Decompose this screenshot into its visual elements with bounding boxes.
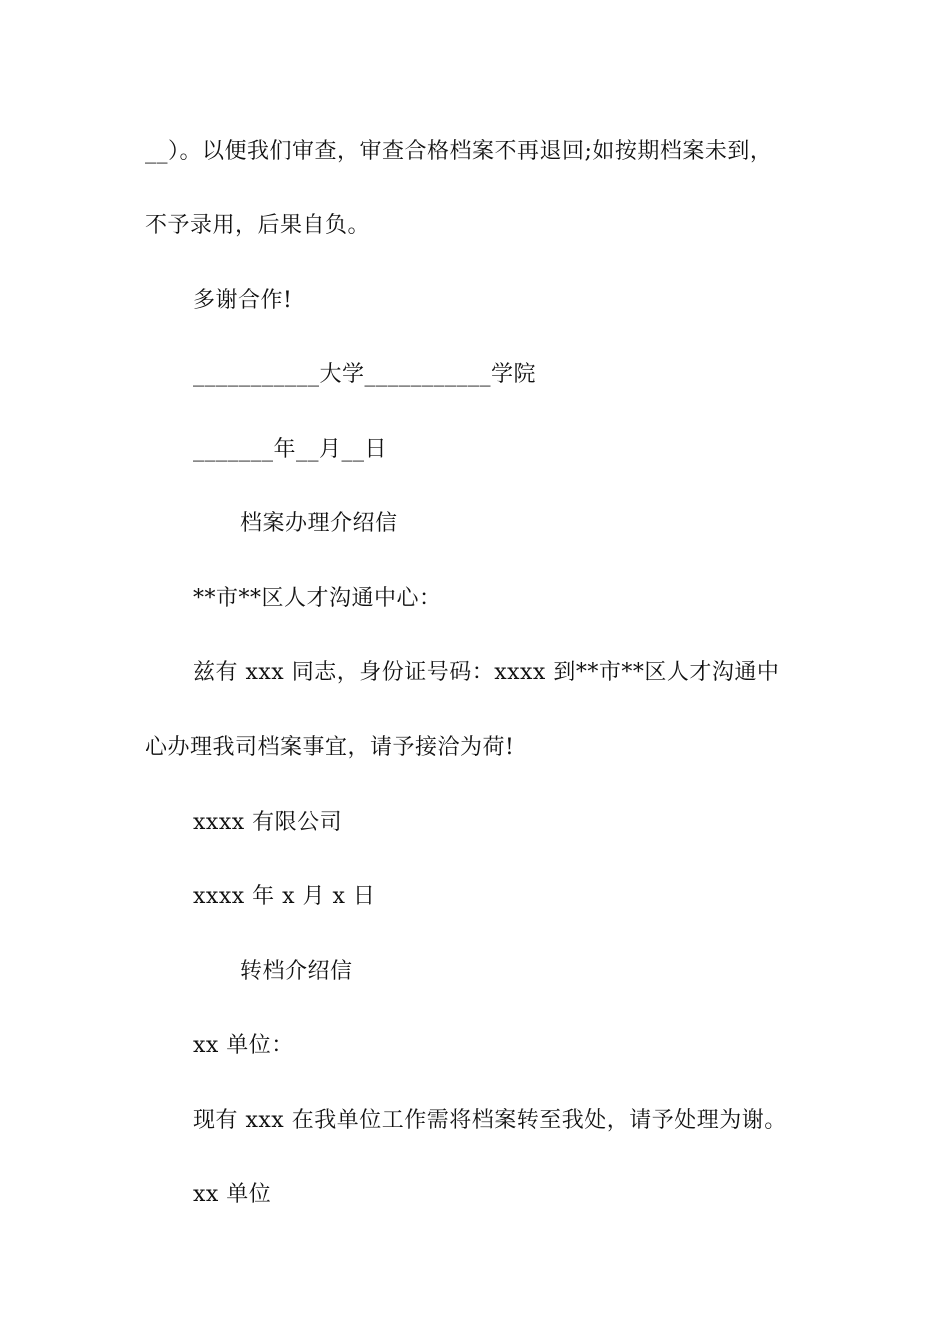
- text-line-1: __）。以便我们审查，审查合格档案不再退回;如按期档案未到，: [145, 139, 773, 164]
- letter-title-transfer: 转档介绍信: [240, 959, 353, 984]
- letter-body-line-1: 兹有 xxx 同志，身份证号码：xxxx 到**市**区人才沟通中: [193, 660, 780, 685]
- letter-title-archive-handling: 档案办理介绍信: [240, 511, 398, 536]
- letter-company-signature: xxxx 有限公司: [193, 810, 343, 835]
- text-line-2: 不予录用，后果自负。: [145, 213, 371, 238]
- closing-thanks: 多谢合作!: [193, 288, 293, 313]
- letter-date: xxxx 年 x 月 x 日: [193, 884, 376, 909]
- letter-addressee: **市**区人才沟通中心：: [193, 586, 442, 611]
- signature-date: _______年__月__日: [193, 437, 388, 462]
- transfer-body: 现有 xxx 在我单位工作需将档案转至我处，请予处理为谢。: [193, 1108, 787, 1133]
- letter-body-line-2: 心办理我司档案事宜，请予接洽为荷!: [145, 735, 515, 760]
- signature-university-college: ___________大学___________学院: [193, 362, 537, 387]
- transfer-addressee: xx 单位：: [193, 1033, 294, 1058]
- transfer-signature: xx 单位: [193, 1182, 272, 1207]
